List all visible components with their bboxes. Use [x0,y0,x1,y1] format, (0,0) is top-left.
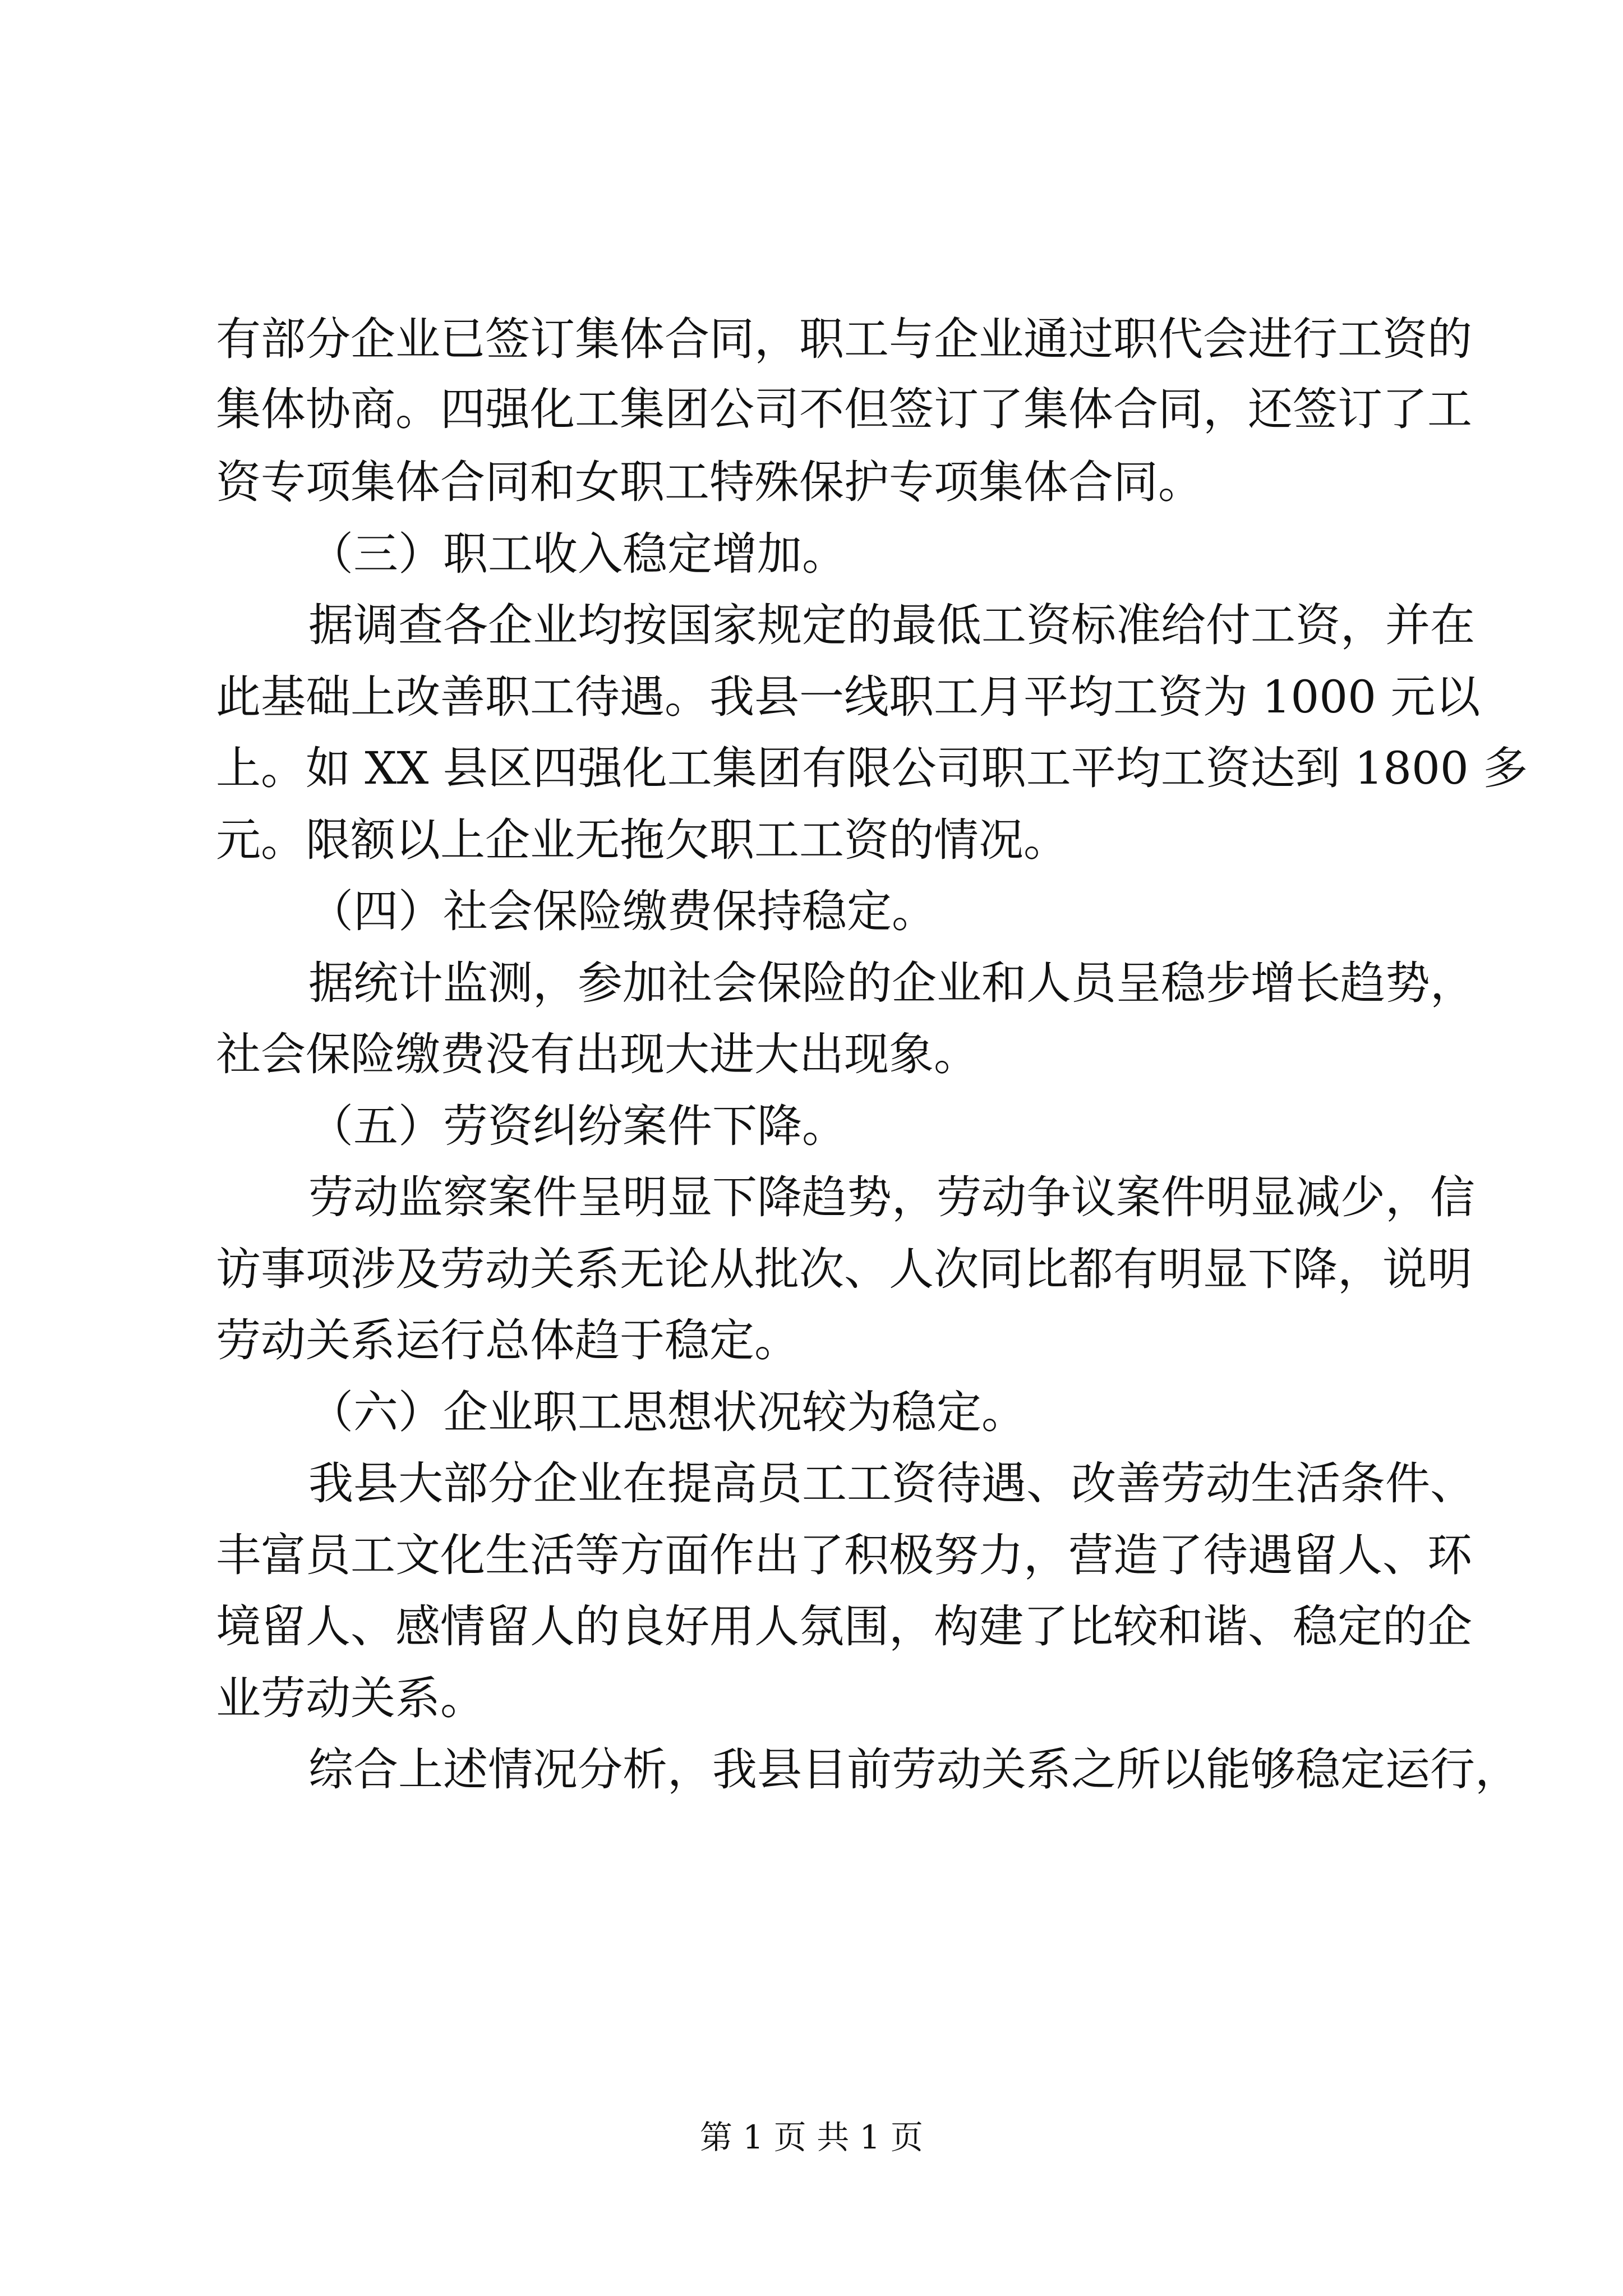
section-heading: （三）职工收入稳定增加。 [308,528,847,580]
section-heading: （四）社会保险缴费保持稳定。 [308,885,937,937]
text-line: 集体协商。四强化工集团公司不但签订了集体合同，还签订了工 [216,383,1472,435]
text-line: 我县大部分企业在提高员工工资待遇、改善劳动生活条件、 [308,1457,1475,1510]
text-line: 资专项集体合同和女职工特殊保护专项集体合同。 [216,456,1203,508]
text-line: 劳动监察案件呈明显下降趋势，劳动争议案件明显减少，信 [308,1171,1475,1223]
text-line: 境留人、感情留人的良好用人氛围，构建了比较和谐、稳定的企 [216,1600,1472,1653]
text-line: 据统计监测，参加社会保险的企业和人员呈稳步增长趋势， [308,957,1475,1009]
text-line: 此基础上改善职工待遇。我县一线职工月平均工资为 1000 元以 [216,671,1481,723]
page-footer: 第 1 页 共 1 页 [700,2118,923,2156]
text-line: 元。限额以上企业无拖欠职工工资的情况。 [216,814,1068,866]
text-line: 综合上述情况分析，我县目前劳动关系之所以能够稳定运行， [308,1743,1520,1796]
text-line: 访事项涉及劳动关系无论从批次、人次同比都有明显下降，说明 [216,1243,1472,1295]
section-heading: （六）企业职工思想状况较为稳定。 [308,1386,1026,1438]
text-line: 丰富员工文化生活等方面作出了积极努力，营造了待遇留人、环 [216,1529,1472,1581]
section-heading: （五）劳资纠纷案件下降。 [308,1100,847,1152]
text-line: 据调查各企业均按国家规定的最低工资标准给付工资，并在 [308,599,1475,651]
text-line: 社会保险缴费没有出现大进大出现象。 [216,1028,979,1080]
text-line: 上。如 XX 县区四强化工集团有限公司职工平均工资达到 1800 多 [216,742,1528,794]
text-line: 有部分企业已签订集体合同，职工与企业通过职代会进行工资的 [216,313,1472,365]
text-line: 劳动关系运行总体趋于稳定。 [216,1314,799,1366]
text-line: 业劳动关系。 [216,1672,485,1724]
